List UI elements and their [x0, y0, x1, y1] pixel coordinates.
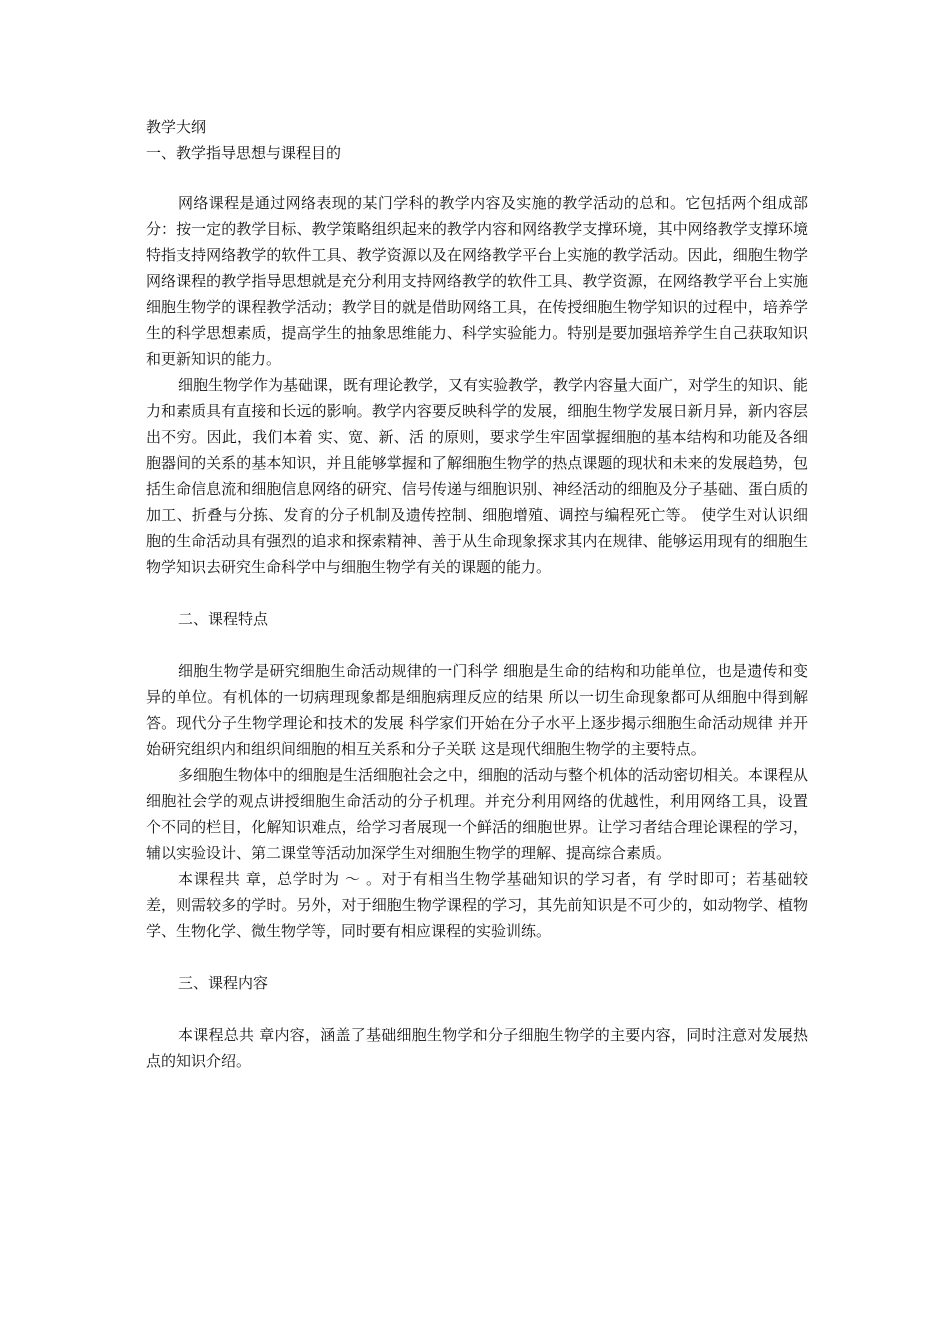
spacer — [146, 996, 808, 1022]
section3-heading: 三、课程内容 — [178, 974, 269, 992]
spacer — [146, 166, 808, 190]
section1-paragraph: 细胞生物学作为基础课，既有理论教学，又有实验教学，教学内容量大面广，对学生的知识、能力和素质具有直接和长远的影响。教学内容要反映科学的发展，细胞生物学发展日新月异，新内容层出不穷。因此，我们本着 实、宽、新、活 的原则，要求学生牢固掌握细胞的基本结构和功能及各细胞器间的关系的基本知识，并且能够掌握和了解细胞生物学的热点课题的现状和未来的发展趋势，包括生命信息流和细胞信息网络的研究、信号传递与细胞识别、神经活动的细胞及分子基础、蛋白质的加工、折叠与分拣、发育的分子机制及遗传控制、细胞增殖、调控与编程死亡等。 使学生对认识细胞的生命活动具有强烈的追求和探索精神、善于从生命现象探求其内在规律、能够运用现有的细胞生物学知识去研究生命科学中与细胞生物学有关的课题的能力。 — [146, 376, 809, 576]
spacer — [146, 580, 808, 606]
spacer — [146, 632, 808, 658]
section1-paragraph: 网络课程是通过网络表现的某门学科的教学内容及实施的教学活动的总和。它包括两个组成部分：按一定的教学目标、教学策略组织起来的教学内容和网络教学支撑环境，其中网络教学支撑环境特指支持网络教学的软件工具、教学资源以及在网络教学平台上实施的教学活动。因此，细胞生物学网络课程的教学指导思想就是充分利用支持网络教学的软件工具、教学资源，在网络教学平台上实施细胞生物学的课程教学活动；教学目的就是借助网络工具，在传授细胞生物学知识的过程中，培养学生的科学思想素质，提高学生的抽象思维能力、科学实验能力。特别是要加强培养学生自己获取知识和更新知识的能力。 — [146, 194, 808, 368]
document-page — [146, 114, 808, 1074]
section2-paragraph: 细胞生物学是研究细胞生命活动规律的一门科学 细胞是生命的结构和功能单位，也是遗传和变异的单位。有机体的一切病理现象都是细胞病理反应的结果 所以一切生命现象都可从细胞中得到解答。现代分子生物学理论和技术的发展 科学家们开始在分子水平上逐步揭示细胞生命活动规律 并开始研究组织内和组织间细胞的相互关系和分子关联 这是现代细胞生物学的主要特点。 — [146, 662, 808, 758]
section2-paragraph: 本课程共 章，总学时为 ～ 。对于有相当生物学基础知识的学习者，有 学时即可；若基础较差，则需较多的学时。另外，对于细胞生物学课程的学习，其先前知识是不可少的，如动物学、植物学、生物化学、微生物学等，同时要有相应课程的实验训练。 — [146, 870, 808, 940]
spacer — [146, 944, 808, 970]
section2-heading: 二、课程特点 — [178, 610, 269, 628]
section3-paragraph: 本课程总共 章内容，涵盖了基础细胞生物学和分子细胞生物学的主要内容，同时注意对发展热点的知识介绍。 — [146, 1026, 808, 1070]
section2-paragraph: 多细胞生物体中的细胞是生活细胞社会之中，细胞的活动与整个机体的活动密切相关。本课程从细胞社会学的观点讲授细胞生命活动的分子机理。并充分利用网络的优越性，利用网络工具，设置 个不同的栏目，化解知识难点，给学习者展现一个鲜活的细胞世界。让学习者结合理论课程的学习，辅以实验设计、第二课堂等活动加深学生对细胞生物学的理解、提高综合素质。 — [146, 766, 809, 862]
doc-title: 教学大纲 — [146, 118, 207, 136]
section1-heading: 一、教学指导思想与课程目的 — [146, 144, 342, 162]
